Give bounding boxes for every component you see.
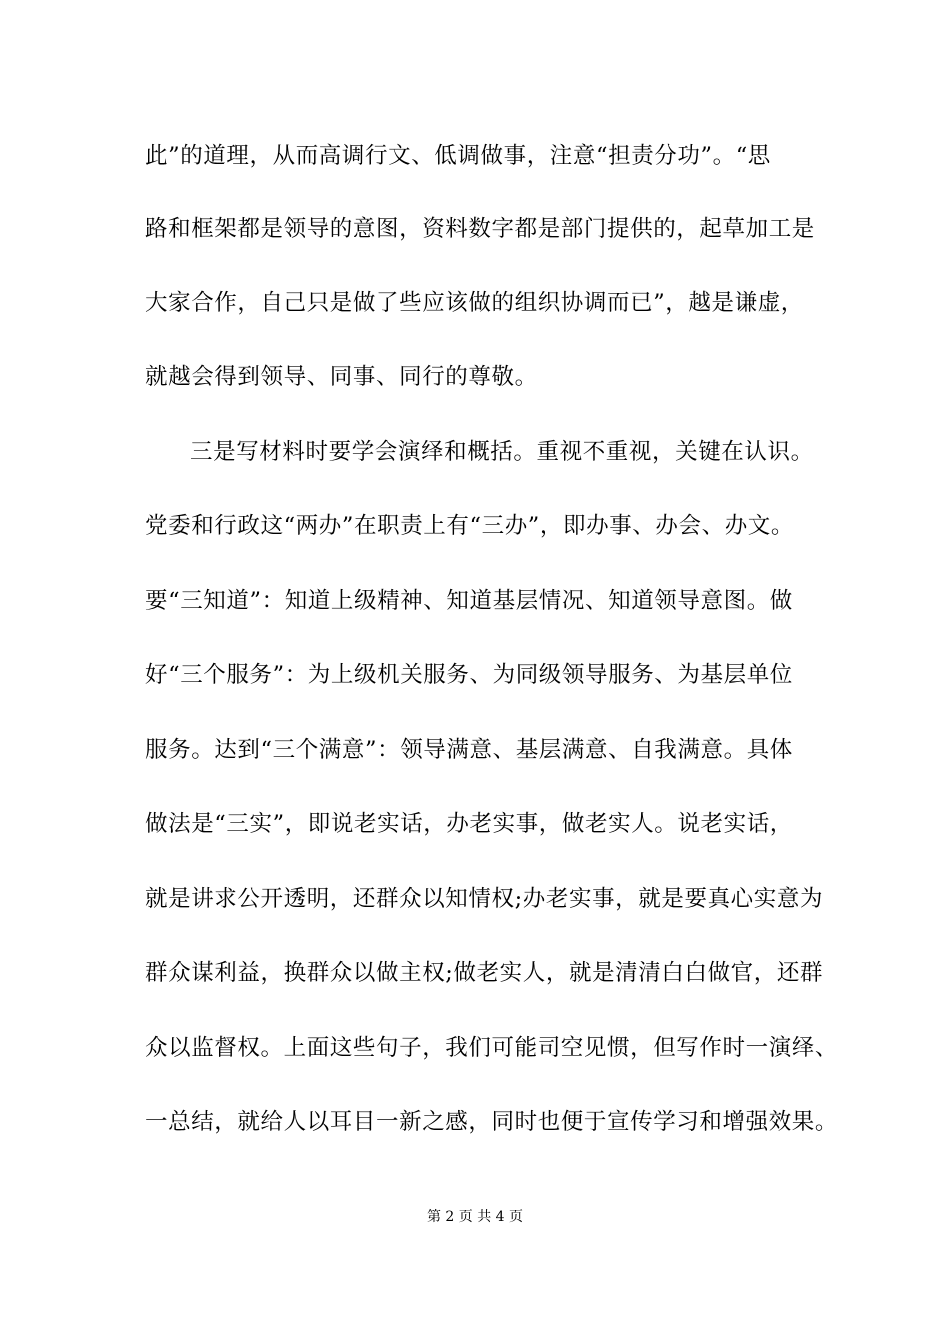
paragraph-first-line: 三是写材料时要学会演绎和概括。重视不重视，关键在认识。 — [190, 439, 814, 465]
body-text-line: 众以监督权。上面这些句子，我们可能司空见惯，但写作时一演绎、 — [145, 1035, 839, 1061]
body-text-line: 做法是“三实”，即说老实话，办老实事，做老实人。说老实话， — [145, 811, 793, 837]
body-text-line: 服务。达到“三个满意”：领导满意、基层满意、自我满意。具体 — [145, 737, 793, 763]
body-text-line: 路和框架都是领导的意图，资料数字都是部门提供的，起草加工是 — [145, 216, 815, 242]
body-text-line: 群众谋利益，换群众以做主权;做老实人，就是清清白白做官，还群 — [145, 960, 824, 986]
body-text-line: 党委和行政这“两办”在职责上有“三办”，即办事、办会、办文。 — [145, 513, 795, 539]
body-text-line: 就越会得到领导、同事、同行的尊敬。 — [145, 364, 538, 390]
body-text-line: 要“三知道”：知道上级精神、知道基层情况、知道领导意图。做 — [145, 588, 793, 614]
body-text-line: 好“三个服务”：为上级机关服务、为同级领导服务、为基层单位 — [145, 662, 793, 688]
body-text-line: 一总结，就给人以耳目一新之感，同时也便于宣传学习和增强效果。 — [145, 1109, 839, 1135]
body-text-line: 就是讲求公开透明，还群众以知情权;办老实事，就是要真心实意为 — [145, 886, 824, 912]
page-number-footer: 第 2 页 共 4 页 — [426, 1209, 524, 1225]
body-text-line: 此”的道理，从而高调行文、低调做事，注意“担责分功”。“思 — [145, 143, 771, 169]
body-text-line: 大家合作，自己只是做了些应该做的组织协调而已”，越是谦虚， — [145, 290, 804, 316]
